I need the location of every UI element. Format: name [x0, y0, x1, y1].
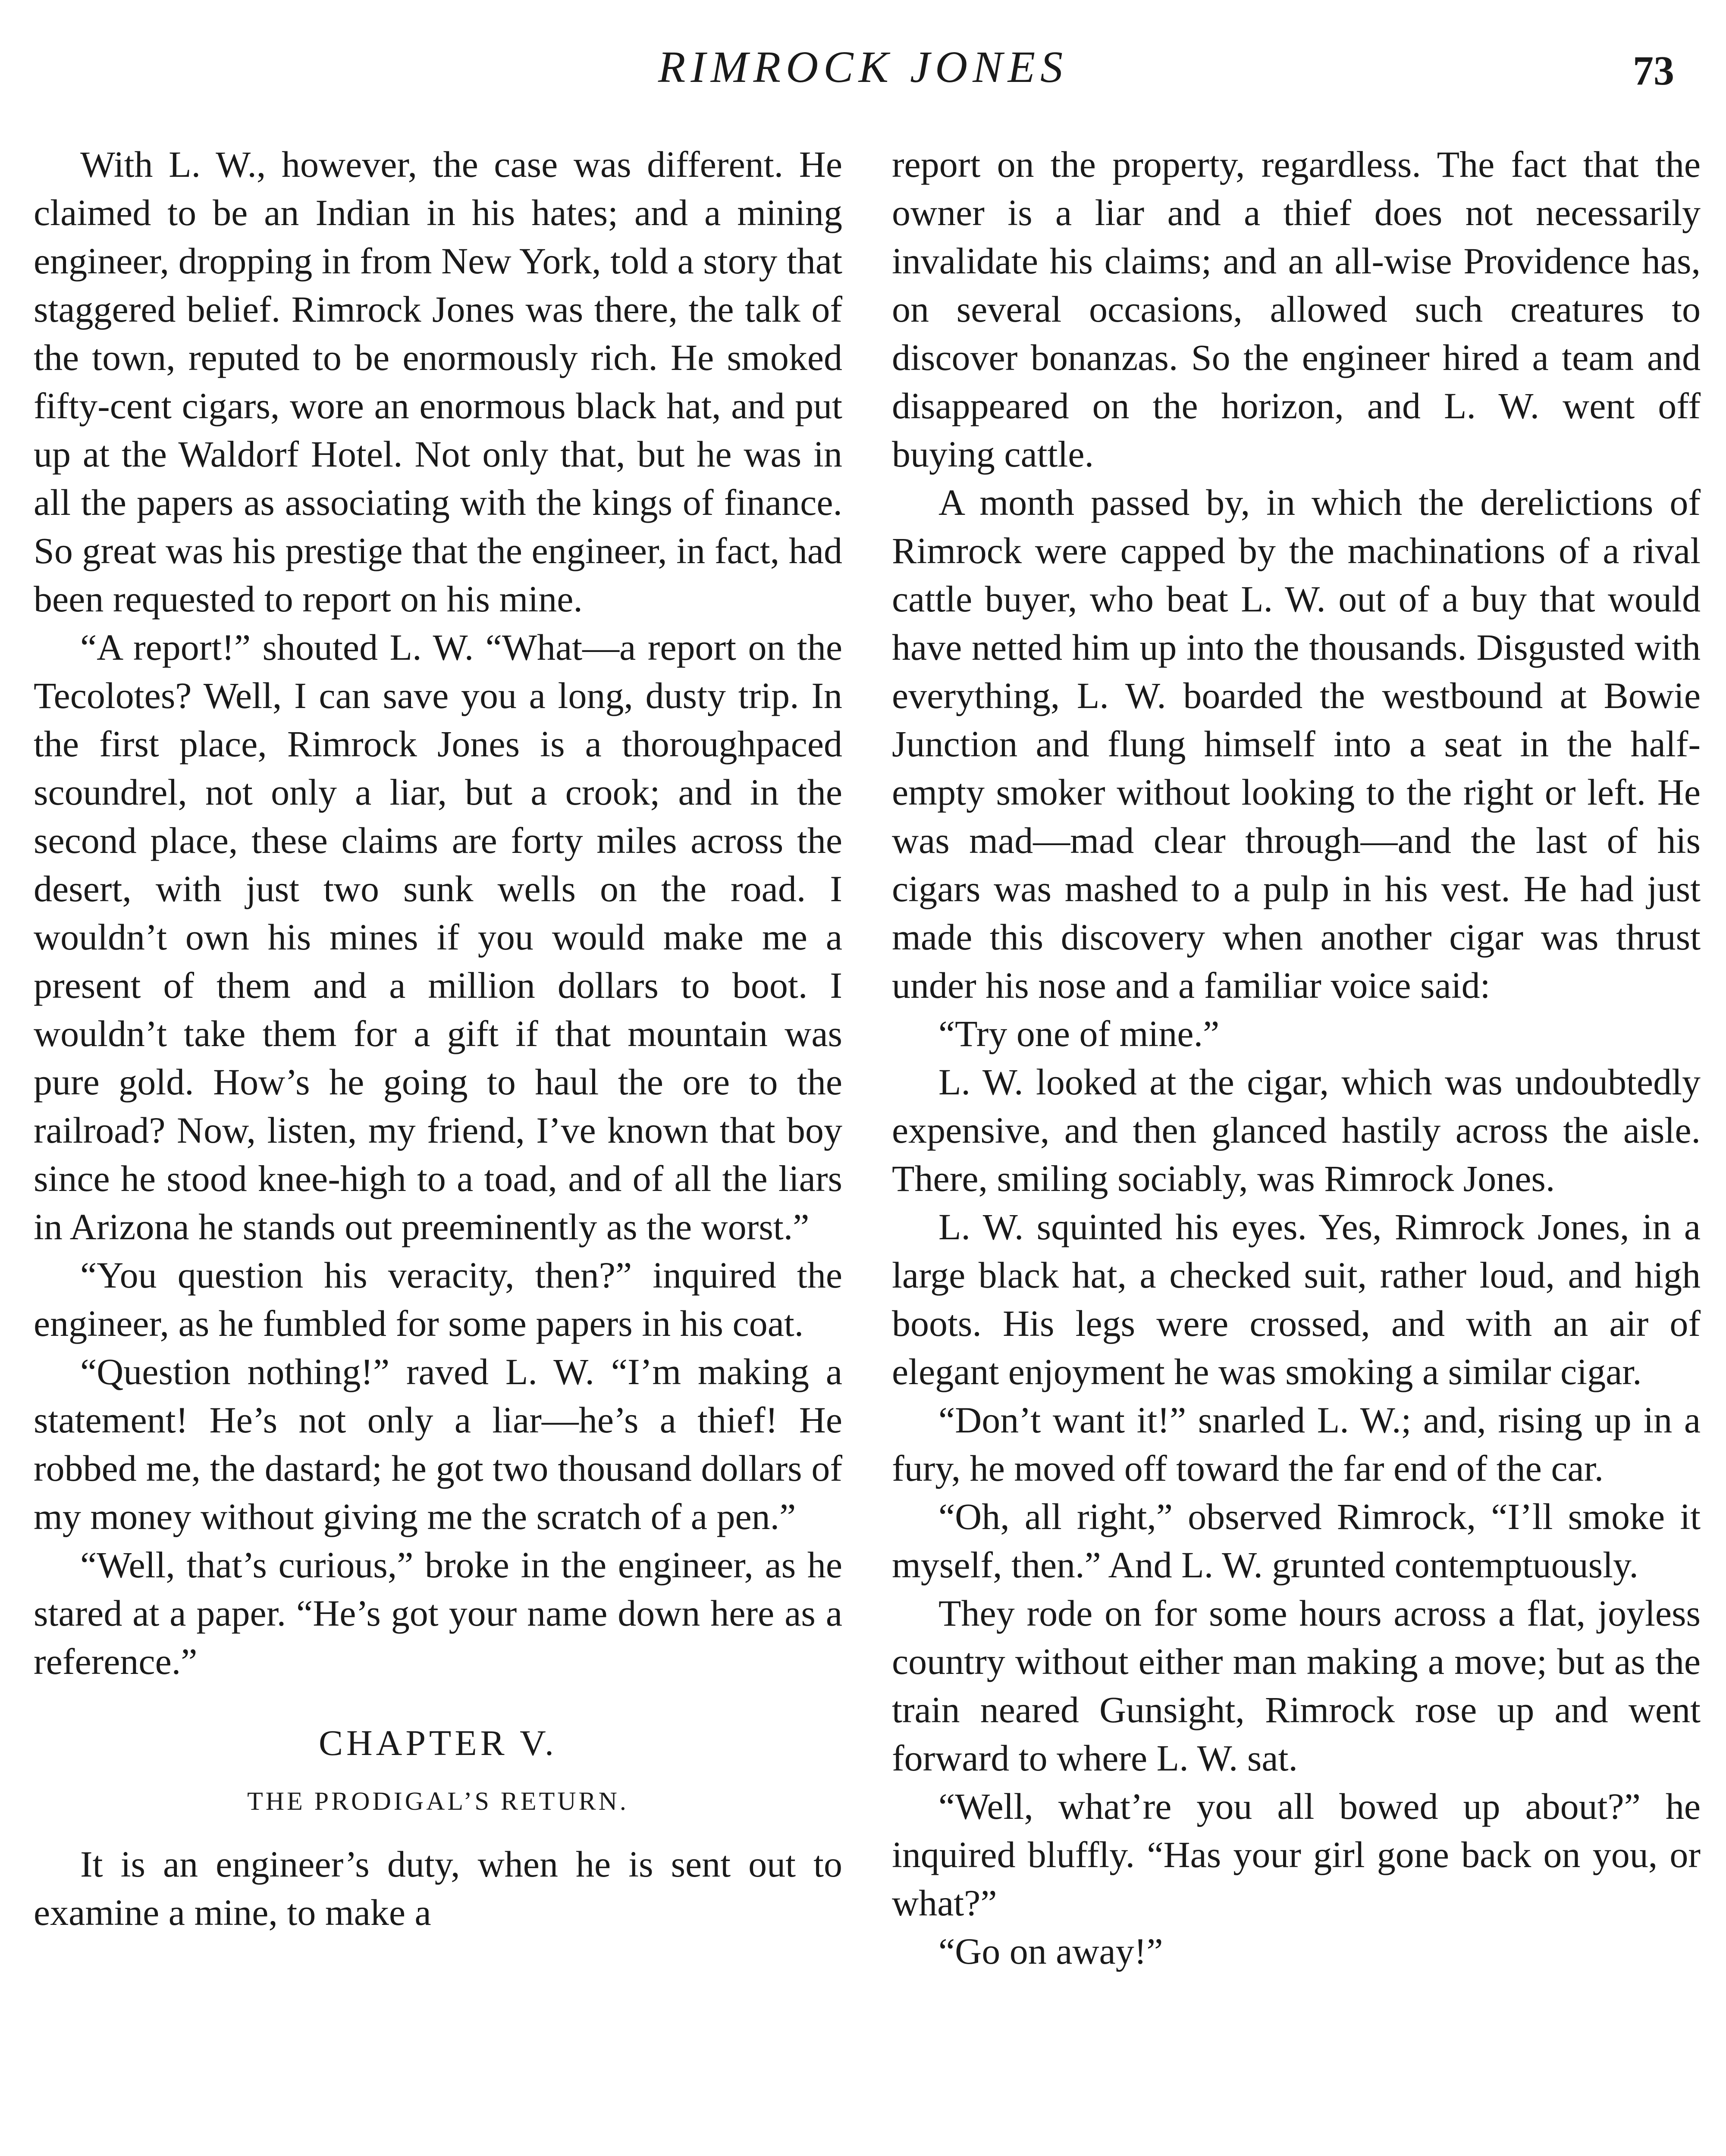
- page-number: 73: [1633, 47, 1674, 94]
- left-column: [34, 140, 842, 1937]
- chapter-subtitle: THE PRODIGAL’S RETURN.: [247, 1787, 629, 1815]
- paragraph: “You question his veracity, then?” inquired the engineer, as he fumbled for some papers in his coat.: [34, 1254, 842, 1344]
- paragraph: It is an engineer’s duty, when he is sent out to examine a mine, to make a: [34, 1843, 842, 1933]
- paragraph: “Well, that’s curious,” broke in the engineer, as he stared at a paper. “He’s got your name down here as a reference.”: [34, 1544, 842, 1682]
- paragraph: “Well, what’re you all bowed up about?” he inquired bluffly. “Has your girl gone back on you, or what?”: [892, 1786, 1701, 1924]
- paragraph: L. W. looked at the cigar, which was undoubtedly expensive, and then glanced hastily across the aisle. There, smiling sociably, was Rimrock Jones.: [892, 1061, 1701, 1199]
- paragraph: “A report!” shouted L. W. “What—a report on the Tecolotes? Well, I can save you a long, dusty trip. In the first place, Rimrock Jones is a thoroughpaced scoundrel, not only a liar, but a crook; and in the second place, these claims are forty miles across the desert, with just two sunk wells on the road. I wouldn’t own his mines if you would make me a present of them and a million dollars to boot. I wouldn’t take them for a gift if that mountain was pure gold. How’s he going to haul the ore to the railroad? Now, listen, my friend, I’ve known that boy since he stood knee-high to a toad, and of all the liars in Arizona he stands out preeminently as the worst.”: [34, 627, 842, 1247]
- paragraph: They rode on for some hours across a flat, joyless country without either man making a move; but as the train neared Gunsight, Rimrock rose up and went forward to where L. W. sat.: [892, 1592, 1701, 1779]
- paragraph: With L. W., however, the case was different. He claimed to be an Indian in his hates; and a mining engineer, dropping in from New York, told a story that staggered belief. Rimrock Jones was there, the talk of the town, reputed to be enormously rich. He smoked fifty-cent cigars, wore an enormous black hat, and put up at the Waldorf Hotel. Not only that, but he was in all the papers as associating with the kings of finance. So great was his prestige that the engineer, in fact, had been requested to report on his mine.: [34, 144, 842, 620]
- running-head: [0, 41, 1726, 97]
- running-title: RIMROCK JONES: [658, 42, 1068, 92]
- paragraph: “Try one of mine.”: [938, 1013, 1220, 1054]
- paragraph: “Go on away!”: [938, 1930, 1163, 1972]
- paragraph: A month passed by, in which the derelictions of Rimrock were capped by the machinations of a rival cattle buyer, who beat L. W. out of a buy that would have netted him up into the thousands. Disgusted with everything, L. W. boarded the westbound at Bowie Junction and flung himself into a seat in the half-empty smoker without looking to the right or left. He was mad—mad clear through—and the last of his cigars was mashed to a pulp in his vest. He had just made this discovery when another cigar was thrust under his nose and a familiar voice said:: [892, 482, 1701, 1006]
- paragraph: “Oh, all right,” observed Rimrock, “I’ll smoke it myself, then.” And L. W. grunted contemptuously.: [892, 1496, 1701, 1586]
- paragraph: L. W. squinted his eyes. Yes, Rimrock Jones, in a large black hat, a checked suit, rather loud, and high boots. His legs were crossed, and with an air of elegant enjoyment he was smoking a similar cigar.: [892, 1206, 1701, 1392]
- right-column: [892, 140, 1701, 1975]
- chapter-heading: CHAPTER V.: [318, 1723, 558, 1763]
- paragraph: “Don’t want it!” snarled L. W.; and, rising up in a fury, he moved off toward the far end of the car.: [892, 1399, 1701, 1489]
- paragraph-continuation: report on the property, regardless. The fact that the owner is a liar and a thief does not necessarily invalidate his claims; and an all-wise Providence has, on several occasions, allowed such creatures to discover bonanzas. So the engineer hired a team and disappeared on the horizon, and L. W. went off buying cattle.: [892, 144, 1701, 475]
- paragraph: “Question nothing!” raved L. W. “I’m making a statement! He’s not only a liar—he’s a thief! He robbed me, the dastard; he got two thousand dollars of my money without giving me the scratch of a pen.”: [34, 1351, 842, 1537]
